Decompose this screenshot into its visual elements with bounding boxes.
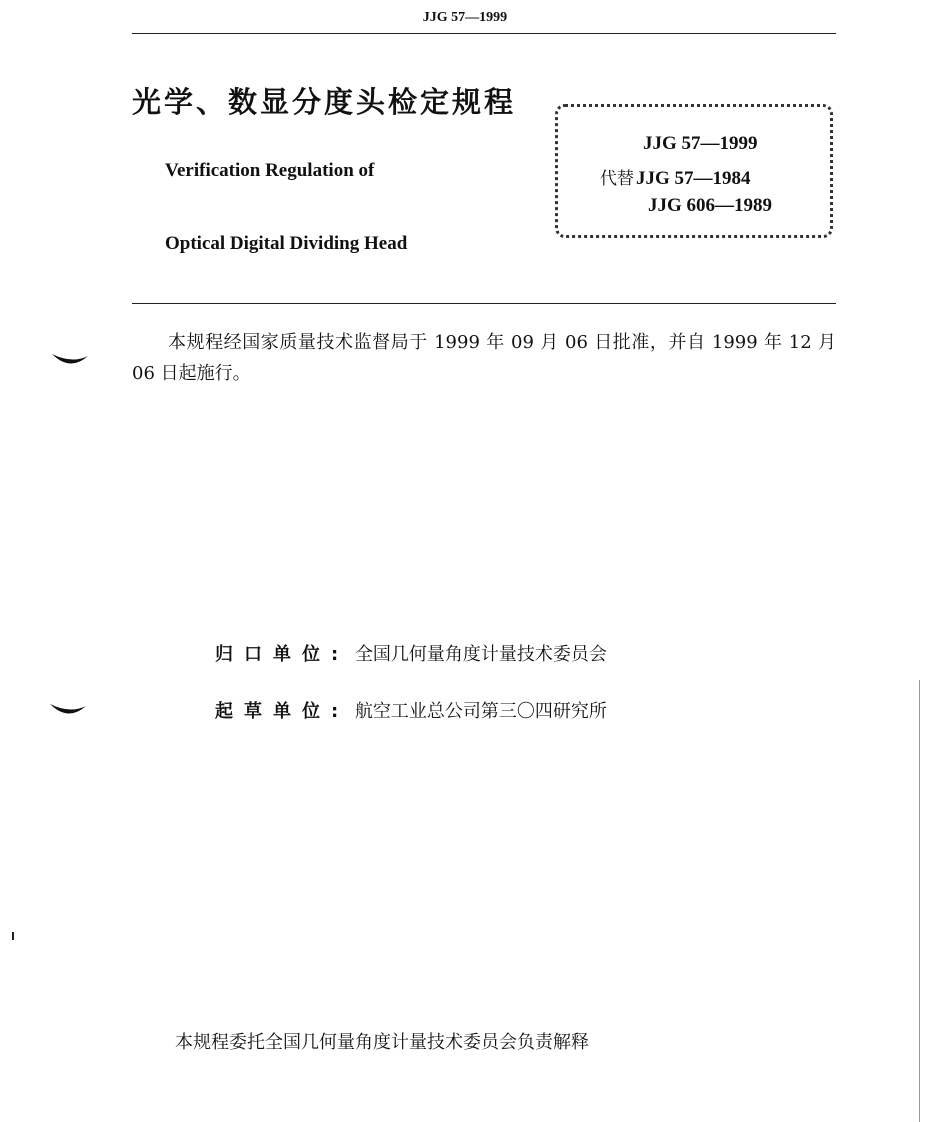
- standard-code-box: [555, 104, 833, 238]
- code-replaces-1: [600, 164, 751, 190]
- binding-mark-icon: [50, 350, 90, 372]
- header-divider: [132, 33, 836, 34]
- binding-mark-icon: [48, 700, 88, 722]
- drafting-unit-row: [215, 697, 607, 723]
- responsible-unit-value: 全国几何量角度计量技术委员会: [354, 644, 607, 665]
- document-title-english-line1: Verification Regulation of: [165, 160, 375, 181]
- drafting-unit-value: 航空工业总公司第三〇四研究所: [354, 701, 607, 722]
- document-title-english-line2: Optical Digital Dividing Head: [165, 233, 408, 254]
- responsible-unit-label: 归口单位:: [215, 644, 350, 665]
- scan-edge-line: [919, 680, 920, 1122]
- title-divider: [132, 303, 836, 304]
- scan-speck: [12, 932, 14, 940]
- replace-prefix: 代替: [600, 169, 634, 189]
- interpretation-note: 本规程委托全国几何量角度计量技术委员会负责解释: [175, 1032, 589, 1053]
- document-title-chinese: 光学、数显分度头检定规程: [132, 85, 517, 119]
- responsible-unit-row: [215, 640, 607, 666]
- document-code-header: JJG 57—1999: [422, 10, 508, 25]
- drafting-unit-label: 起草单位:: [215, 701, 350, 722]
- approval-paragraph: 本规程经国家质量技术监督局于 1999 年 09 月 06 日批准，并自 1999 年 12 月 06 日起施行。: [132, 332, 836, 384]
- code-replaced-1: JJG 57—1984: [636, 168, 751, 189]
- code-current: JJG 57—1999: [643, 133, 758, 154]
- code-replaces-2: JJG 606—1989: [648, 195, 773, 216]
